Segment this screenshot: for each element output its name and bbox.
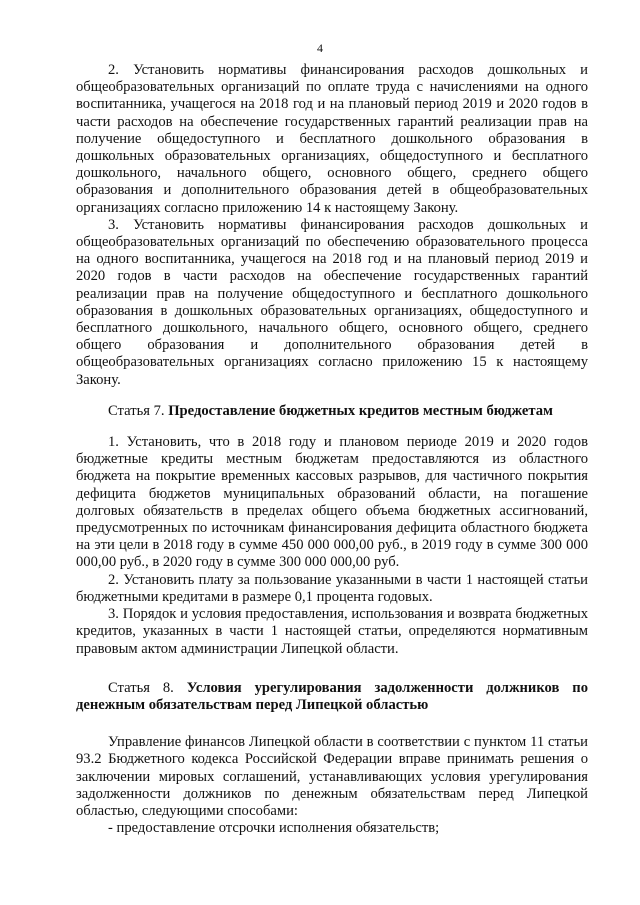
article-8-prefix: Статья 8. — [108, 679, 187, 696]
article-7-prefix: Статья 7. — [108, 402, 169, 419]
article-7-paragraph-3: 3. Порядок и условия предоставления, использования и возврата бюджетных кредитов, указанных в части 1 настоящей статьи, определяются нормативным правовым актом администрации Липецкой области. — [76, 606, 588, 657]
article-7-paragraph-2: 2. Установить плату за пользование указанными в части 1 настоящей статьи бюджетными кредитами в размере 0,1 процента годовых. — [76, 571, 588, 605]
article-7-paragraph-1: 1. Установить, что в 2018 году и плановом периоде 2019 и 2020 годов бюджетные кредиты местным бюджетам предоставляются из областного бюджета на покрытие временных кассовых разрывов, для частичного покрытия дефицита бюджетов муниципальных образований области, на погашение долговых обязательств в пределах общего объема бюджетных ассигнований, предусмотренных по источникам финансирования дефицита областного бюджета на эти цели в 2018 году в сумме 450 000 000,00 руб., в 2019 году в сумме 300 000 000,00 руб., в 2020 году в сумме 300 000 000,00 руб. — [76, 434, 588, 571]
paragraph-2: 2. Установить нормативы финансирования расходов дошкольных и общеобразовательных организаций по оплате труда с начислениями на одного воспитанника, учащегося на 2018 год и на плановый период 2019 и 2020 годов в части расходов на обеспечение государственных гарантий реализации прав на получение общедоступного и бесплатного дошкольного образования в дошкольных образовательных организациях, общедоступного и бесплатного дошкольного, начального общего, основного общего, среднего общего образования и дополнительного образования детей в общеобразовательных организациях согласно приложению 14 к настоящему Закону. — [76, 62, 588, 216]
article-8-list-item-1: - предоставление отсрочки исполнения обязательств; — [108, 820, 440, 837]
article-7-title: Предоставление бюджетных кредитов местным бюджетам — [168, 402, 553, 419]
page-number: 4 — [317, 41, 323, 55]
article-7-heading — [76, 403, 588, 420]
paragraph-3: 3. Установить нормативы финансирования расходов дошкольных и общеобразовательных организаций по обеспечению образовательного процесса на одного воспитанника, учащегося на 2018 год и на плановый период 2019 и 2020 годов в части расходов на обеспечение государственных гарантий реализации прав на получение общедоступного и бесплатного дошкольного образования в дошкольных образовательных организациях, общедоступного и бесплатного дошкольного, начального общего, основного общего, среднего общего образования и дополнительного образования детей в общеобразовательных организациях согласно приложению 15 к настоящему Закону. — [76, 216, 588, 388]
article-8-title: Условия урегулирования задолженности должников по денежным обязательствам перед Липецкой областью — [76, 679, 588, 713]
article-8-paragraph-1: Управление финансов Липецкой области в соответствии с пунктом 11 статьи 93.2 Бюджетного кодекса Российской Федерации вправе принимать решения о заключении мировых соглашений, устанавливающих условия урегулирования задолженности должников по денежным обязательствам перед Липецкой областью, следующими способами: — [76, 734, 588, 819]
document-body — [76, 62, 588, 837]
article-8-heading — [76, 680, 588, 714]
